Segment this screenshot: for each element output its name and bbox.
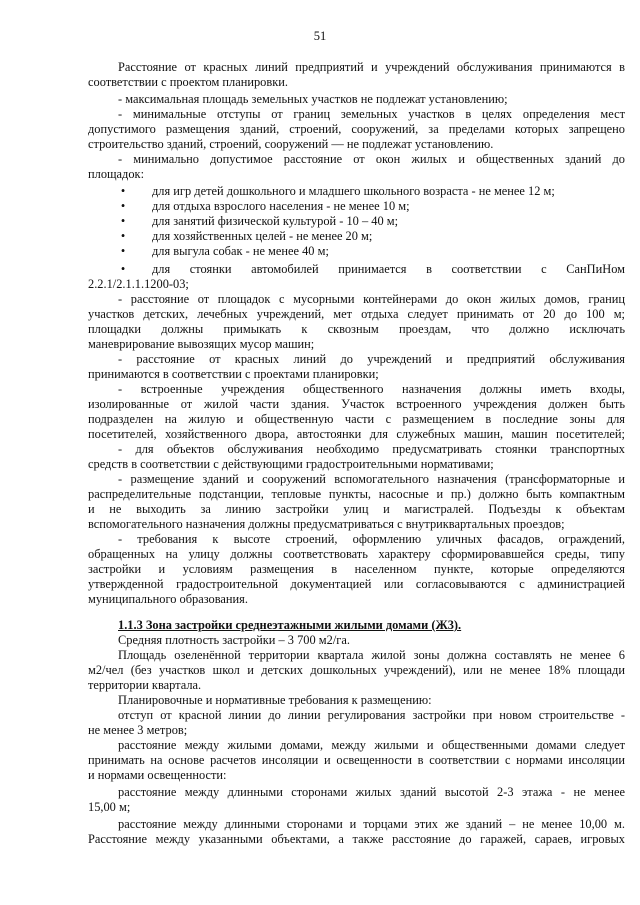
bullet-icon: • — [120, 199, 126, 213]
paragraph-line: - минимально допустимое расстояние от окон жилых и общественных зданий до — [118, 152, 625, 166]
paragraph-line: подразделен на жилую и общественную части с размещением в последние зоны для — [88, 412, 625, 426]
section-heading: 1.1.3 Зона застройки среднеэтажными жилыми домами (Ж3). — [118, 618, 462, 632]
paragraph-line: - встроенные учреждения общественного назначения должны иметь входы, — [118, 382, 625, 396]
paragraph-line: Средняя плотность застройки – 3 700 м2/га. — [118, 633, 350, 647]
bullet-text: для выгула собак - не менее 40 м; — [152, 244, 329, 258]
bullet-icon: • — [120, 229, 126, 243]
paragraph-line: посетителей, хозяйственного двора, автостоянки для служебных машин, машин посетителей; — [88, 427, 625, 441]
paragraph-line: территории квартала. — [88, 678, 202, 692]
paragraph-line: расстояние между жилыми домами, между жилыми и общественными домами следует — [118, 738, 625, 752]
paragraph-line: утвержденной градостроительной документацией или согласовываются с администрацией — [88, 577, 625, 591]
paragraph-line: принимаются в соответствии с проектами планировки; — [88, 367, 379, 381]
paragraph-line: расстояние между длинными сторонами и торцами этих же зданий – не менее 10,00 м. — [118, 817, 625, 831]
paragraph-line: обращенных на улицу должны соответствовать характеру сформировавшейся среды, типу — [88, 547, 625, 561]
paragraph-line: Расстояние от красных линий предприятий и учреждений обслуживания принимаются в — [118, 60, 625, 74]
paragraph-line: соответствии с проектом планировки. — [88, 75, 288, 89]
paragraph-line: площадки должны примыкать к сквозным проездам, что должно исключать — [88, 322, 625, 336]
paragraph-line: средств в соответствии с действующими градостроительными нормативами; — [88, 457, 494, 471]
paragraph-line: Площадь озеленённой территории квартала жилой зоны должна составлять не менее 6 — [118, 648, 625, 662]
paragraph-line: и нормами освещенности: — [88, 768, 227, 782]
paragraph-line: застройки и условиям размещения в населенном пункте, которые определяются — [88, 562, 625, 576]
paragraph-line: муниципального образования. — [88, 592, 248, 606]
paragraph-line: - расстояние от красных линий до учреждений и предприятий обслуживания — [118, 352, 625, 366]
paragraph-line: 15,00 м; — [88, 800, 131, 814]
paragraph-line: строительство зданий, строений, сооружений — не подлежат установлению. — [88, 137, 494, 151]
paragraph-line: - минимальные отступы от границ земельных участков в целях определения мест — [118, 107, 625, 121]
page-number: 51 — [313, 29, 327, 43]
paragraph-line: - расстояние от площадок с мусорными контейнерами до окон жилых домов, границ — [118, 292, 625, 306]
bullet-text: для занятий физической культурой - 10 – 40 м; — [152, 214, 399, 228]
bullet-text: для стоянки автомобилей принимается в соответствии с СанПиНом — [152, 262, 625, 276]
paragraph-line: допустимого размещения зданий, строений, сооружений, за пределами которых запрещено — [88, 122, 625, 136]
paragraph-line: м2/чел (без участков школ и детских дошкольных учреждений), или не менее 18% площади — [88, 663, 625, 677]
paragraph-line: вспомогательного назначения должны предусматриваться с внутриквартальных проездов; — [88, 517, 565, 531]
paragraph-line: расстояние между длинными сторонами жилых зданий высотой 2-3 этажа - не менее — [118, 785, 625, 799]
paragraph-line: отступ от красной линии до линии регулирования застройки при новом строительстве - — [118, 708, 625, 722]
paragraph-line: площадок: — [88, 167, 145, 181]
paragraph-line: изолированные от жилой части здания. Участок встроенного учреждения должен быть — [88, 397, 625, 411]
paragraph-line: распределительные подстанции, тепловые пункты, насосные и пр.) должно быть компактным — [88, 487, 625, 501]
paragraph-line: и не выходить за линию застройки улиц и магистралей. Подъезды к объектам — [88, 502, 625, 516]
paragraph-line: 2.2.1/2.1.1.1200-03; — [88, 277, 189, 291]
paragraph-line: Планировочные и нормативные требования к размещению: — [118, 693, 432, 707]
bullet-text: для отдыха взрослого населения - не менее 10 м; — [152, 199, 410, 213]
paragraph-line: маневрирование вывозящих мусор машин; — [88, 337, 315, 351]
bullet-icon: • — [120, 214, 126, 228]
bullet-text: для хозяйственных целей - не менее 20 м; — [152, 229, 373, 243]
bullet-text: для игр детей дошкольного и младшего школьного возраста - не менее 12 м; — [152, 184, 555, 198]
paragraph-line: - размещение зданий и сооружений вспомогательного назначения (трансформаторные и — [118, 472, 625, 486]
paragraph-line: не менее 3 метров; — [88, 723, 188, 737]
paragraph-line: участков детских, лечебных учреждений, мет отдыха следует принимать от 20 до 100 м; — [88, 307, 625, 321]
bullet-icon: • — [120, 184, 126, 198]
bullet-icon: • — [120, 262, 126, 276]
paragraph-line: - максимальная площадь земельных участков не подлежат установлению; — [118, 92, 508, 106]
paragraph-line: - для объектов обслуживания необходимо предусматривать стоянки транспортных — [118, 442, 625, 456]
bullet-icon: • — [120, 244, 126, 258]
paragraph-line: Расстояние между указанными объектами, а также расстояние до гаражей, сараев, игровых — [88, 832, 625, 846]
paragraph-line: принимать на основе расчетов инсоляции и освещенности в соответствии с нормами инсоляции — [88, 753, 625, 767]
paragraph-line: - требования к высоте строений, оформлению уличных фасадов, ограждений, — [118, 532, 625, 546]
